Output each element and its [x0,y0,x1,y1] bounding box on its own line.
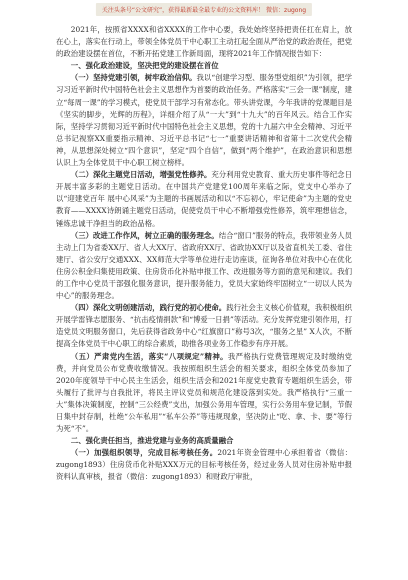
subsection-heading: （三）改进工作作风，树立正确的服务理念。 [70,230,219,240]
paragraph-text: 践行社会主义核心价值观，我积极组织开展学雷锋志愿服务、“抗击疫情捐款”和“博爱一日捐”等活动。充分发挥党建引领作用，打造党员文明服务窗口，先后获得省政务中心“红旗窗口”称号3次，“服务之星” X人次，不断提高全体党员干中心职工的综合素质，助推各项业务工作稳步有序开展。 [56,303,352,349]
body-paragraph [56,302,352,350]
paragraph-text: 充分利用党史教育、重大历史事件等纪念日开展丰富多彩的主题党日活动。在中国共产党建党100周年来临之际，党支中心举办了以“迎建党百年 展中心风采”为主题的书画展活动和以“不忘初心，牢记使命”为主题的党史教育——XXXX诗朗诵主题党日活动，促使党员干中心不断增强党性修养，筑牢理想信念，锤炼忠诚干净担当的政治品格。 [56,170,352,228]
paragraph-text: 2021年资金管理中心承担着省（微信：zugong1893）住房货币化补贴XXX万元的目标考核任务，经过业务人员对住房补贴申报资料认真审核，报省（微信：zugong1893）和财政厅审批， [56,448,352,482]
subsection-heading: （二）深化主题党日活动，增强党性修养。 [70,170,212,180]
subsection-heading: （一）坚持党建引领，树牢政治信仰。 [70,73,197,83]
body-paragraph [56,169,352,229]
body-paragraph [56,72,352,169]
document-body [56,24,352,484]
paragraph-text: 我以“创建学习型、服务型党组织”为引领，把学习习近平新时代中国特色社会主义思想作为首要的政治任务。严格落实“三会一课”制度，建立“每周一课”的学习模式，使党员干部学习有常态化。带头讲党课，今年我讲的党课题目是《坚实的脚步，光辉的历程》，详细介绍了从“一大”到“十九大”的百年风云。结合工作实际，坚持学习贯彻习近平新时代中国特色社会主义思想，党的十九届六中全会精神、习近平总书记视察XX重要指示精神、习近平总书记“七一”重要讲话精神和省第十二次党代会精神，从思想深处树立“四个意识”，坚定“四个自信”，做到“两个维护”，在政治意识和思想认识上为全体党员干中心职工树立榜样。 [56,73,352,168]
body-paragraph [56,447,352,483]
body-paragraph [56,230,352,303]
section-heading: 一、强化政治建设，坚决把党的建设摆在首位 [70,61,219,71]
subsection-heading: （五）严肃党内生活，落实“八项规定”精神。 [70,351,228,361]
paragraph-text: 2021年，按照省XXXX和省XXXX的工作中心要，我处始终坚持把责任扛在肩上，放在心上，落实在行动上，带领全体党员干中心职工主动扛起全面从严治党的政治责任，把党的政治建设摆在首位，不断开拓党建工作新局面，现将2021年工作情况报告如下： [56,25,352,59]
subsection-heading: （四）深化文明创建活动，践行党的初心使命。 [70,303,227,313]
header-banner: 关注头条号“公文研究”，获得最新最全最专业的公文资料库！ 微信：zugong [96,3,312,16]
body-paragraph [56,24,352,60]
section-heading: 二、强化责任担当，推进党建与业务的高质量融合 [70,436,234,446]
subsection-heading: （一）加强组织领导，完成目标考核任务。 [70,448,218,458]
body-paragraph [56,351,352,436]
paragraph-text: 我严格执行党费管理规定及时缴纳党费，并向党员公布党费收缴情况。我按照组织生活会的相关要求，组织全体党员参加了2020年度领导干中心民主生活会，组织生活会和2021年度党史教育专题组织生活会，带头履行了批评与自我批评，将民主评议党员和规范化建设落到实处。我严格执行“三重一大”集体决策制度，控制“三公经费”支出，加强公务用车管理，实行公务用车登记制，节假日集中封存制，杜绝“公车私用”“私车公养”等违规现象，坚决防止“吃、拿、卡、要”等行为死“不”。 [56,351,352,434]
paragraph-text: 结合“窗口”服务的特点，我带领业务人员主动上门为省委XX厅、省人大XX厅、省政府XX厅、省政协XX厅以及省直机关工委、省住建厅、省公安厅交通XXX、XX师范大学等单位进行走访座谈，征询各单位对我中心在优化住房公积金归集使用政策、住房货币化补贴申报工作、改进服务等方面的意见和建议。我们的工作中心党员干部强化服务意识，提升服务能力，党员大家始终牢固树立“一切以人民为中心”的服务理念。 [56,230,352,301]
